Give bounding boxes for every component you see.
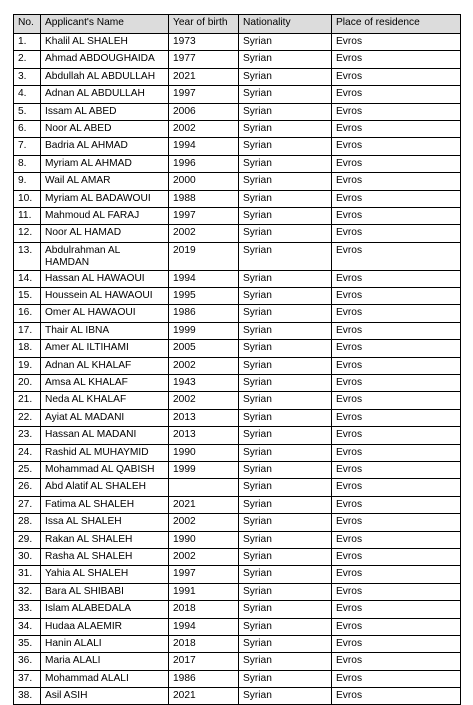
- cell-year-of-birth: 2005: [169, 340, 239, 357]
- header-no: No.: [14, 15, 41, 34]
- cell-place-of-residence: Evros: [332, 242, 461, 270]
- cell-place-of-residence: Evros: [332, 270, 461, 287]
- cell-no: 6.: [14, 120, 41, 137]
- cell-year-of-birth: 2002: [169, 225, 239, 242]
- cell-year-of-birth: 1988: [169, 190, 239, 207]
- table-row: [14, 531, 461, 548]
- cell-nationality: Syrian: [239, 138, 332, 155]
- cell-nationality: Syrian: [239, 155, 332, 172]
- cell-no: 2.: [14, 51, 41, 68]
- cell-no: 35.: [14, 635, 41, 652]
- cell-year-of-birth: 2021: [169, 496, 239, 513]
- table-row: [14, 635, 461, 652]
- cell-nationality: Syrian: [239, 322, 332, 339]
- cell-nationality: Syrian: [239, 34, 332, 51]
- table-row: [14, 305, 461, 322]
- cell-nationality: Syrian: [239, 601, 332, 618]
- cell-year-of-birth: 1990: [169, 444, 239, 461]
- cell-no: 13.: [14, 242, 41, 270]
- cell-place-of-residence: Evros: [332, 653, 461, 670]
- cell-place-of-residence: Evros: [332, 305, 461, 322]
- cell-nationality: Syrian: [239, 496, 332, 513]
- cell-no: 31.: [14, 566, 41, 583]
- cell-applicant-name: Ahmad ABDOUGHAIDA: [41, 51, 169, 68]
- header-applicant-name: Applicant's Name: [41, 15, 169, 34]
- cell-applicant-name: Thair AL IBNA: [41, 322, 169, 339]
- cell-applicant-name: Mohammad ALALI: [41, 670, 169, 687]
- cell-no: 24.: [14, 444, 41, 461]
- cell-place-of-residence: Evros: [332, 138, 461, 155]
- table-row: [14, 190, 461, 207]
- cell-year-of-birth: 2021: [169, 68, 239, 85]
- cell-no: 38.: [14, 688, 41, 705]
- cell-no: 5.: [14, 103, 41, 120]
- cell-no: 26.: [14, 479, 41, 496]
- cell-year-of-birth: 1997: [169, 207, 239, 224]
- table-body: [14, 34, 461, 705]
- table-row: [14, 340, 461, 357]
- table-row: [14, 34, 461, 51]
- table-row: [14, 51, 461, 68]
- cell-nationality: Syrian: [239, 68, 332, 85]
- cell-year-of-birth: 1977: [169, 51, 239, 68]
- cell-year-of-birth: 1943: [169, 375, 239, 392]
- table-row: [14, 688, 461, 705]
- cell-place-of-residence: Evros: [332, 51, 461, 68]
- cell-nationality: Syrian: [239, 120, 332, 137]
- cell-no: 3.: [14, 68, 41, 85]
- cell-nationality: Syrian: [239, 653, 332, 670]
- cell-year-of-birth: 1986: [169, 305, 239, 322]
- cell-nationality: Syrian: [239, 207, 332, 224]
- cell-no: 15.: [14, 288, 41, 305]
- cell-applicant-name: Amsa AL KHALAF: [41, 375, 169, 392]
- cell-year-of-birth: [169, 479, 239, 496]
- cell-applicant-name: Khalil AL SHALEH: [41, 34, 169, 51]
- cell-no: 21.: [14, 392, 41, 409]
- cell-nationality: Syrian: [239, 242, 332, 270]
- table-row: [14, 357, 461, 374]
- cell-place-of-residence: Evros: [332, 288, 461, 305]
- header-nationality: Nationality: [239, 15, 332, 34]
- cell-year-of-birth: 2006: [169, 103, 239, 120]
- cell-applicant-name: Adnan AL ABDULLAH: [41, 86, 169, 103]
- cell-place-of-residence: Evros: [332, 207, 461, 224]
- cell-no: 18.: [14, 340, 41, 357]
- cell-applicant-name: Noor AL ABED: [41, 120, 169, 137]
- cell-applicant-name: Issa AL SHALEH: [41, 514, 169, 531]
- cell-place-of-residence: Evros: [332, 427, 461, 444]
- cell-nationality: Syrian: [239, 479, 332, 496]
- cell-year-of-birth: 2021: [169, 688, 239, 705]
- cell-nationality: Syrian: [239, 270, 332, 287]
- table-row: [14, 270, 461, 287]
- cell-year-of-birth: 1986: [169, 670, 239, 687]
- table-row: [14, 68, 461, 85]
- cell-year-of-birth: 1997: [169, 566, 239, 583]
- cell-place-of-residence: Evros: [332, 670, 461, 687]
- table-row: [14, 207, 461, 224]
- cell-nationality: Syrian: [239, 51, 332, 68]
- cell-nationality: Syrian: [239, 618, 332, 635]
- table-row: [14, 242, 461, 270]
- cell-nationality: Syrian: [239, 392, 332, 409]
- cell-applicant-name: Hassan AL MADANI: [41, 427, 169, 444]
- cell-applicant-name: Islam ALABEDALA: [41, 601, 169, 618]
- cell-nationality: Syrian: [239, 461, 332, 478]
- cell-place-of-residence: Evros: [332, 86, 461, 103]
- cell-nationality: Syrian: [239, 670, 332, 687]
- cell-place-of-residence: Evros: [332, 120, 461, 137]
- cell-no: 37.: [14, 670, 41, 687]
- cell-no: 17.: [14, 322, 41, 339]
- cell-place-of-residence: Evros: [332, 461, 461, 478]
- cell-year-of-birth: 1994: [169, 618, 239, 635]
- cell-place-of-residence: Evros: [332, 68, 461, 85]
- cell-place-of-residence: Evros: [332, 392, 461, 409]
- cell-year-of-birth: 1994: [169, 138, 239, 155]
- cell-no: 33.: [14, 601, 41, 618]
- cell-applicant-name: Ayiat AL MADANI: [41, 409, 169, 426]
- cell-applicant-name: Issam AL ABED: [41, 103, 169, 120]
- cell-nationality: Syrian: [239, 86, 332, 103]
- cell-applicant-name: Myriam AL AHMAD: [41, 155, 169, 172]
- cell-year-of-birth: 2002: [169, 514, 239, 531]
- table-row: [14, 496, 461, 513]
- cell-applicant-name: Badria AL AHMAD: [41, 138, 169, 155]
- cell-applicant-name: Noor AL HAMAD: [41, 225, 169, 242]
- cell-no: 19.: [14, 357, 41, 374]
- cell-year-of-birth: 1994: [169, 270, 239, 287]
- cell-applicant-name: Rashid AL MUHAYMID: [41, 444, 169, 461]
- header-row: [14, 15, 461, 34]
- cell-no: 32.: [14, 583, 41, 600]
- cell-applicant-name: Maria ALALI: [41, 653, 169, 670]
- header-year-of-birth: Year of birth: [169, 15, 239, 34]
- table-row: [14, 548, 461, 565]
- cell-applicant-name: Mahmoud AL FARAJ: [41, 207, 169, 224]
- table-row: [14, 155, 461, 172]
- cell-applicant-name: Mohammad AL QABISH: [41, 461, 169, 478]
- cell-applicant-name: Fatima AL SHALEH: [41, 496, 169, 513]
- applicants-table: [13, 14, 461, 705]
- table-row: [14, 375, 461, 392]
- cell-no: 7.: [14, 138, 41, 155]
- table-row: [14, 479, 461, 496]
- cell-place-of-residence: Evros: [332, 618, 461, 635]
- cell-place-of-residence: Evros: [332, 479, 461, 496]
- table-row: [14, 601, 461, 618]
- cell-place-of-residence: Evros: [332, 155, 461, 172]
- cell-applicant-name: Hudaa ALAEMIR: [41, 618, 169, 635]
- cell-applicant-name: Abdulrahman AL HAMDAN: [41, 242, 169, 270]
- cell-no: 28.: [14, 514, 41, 531]
- cell-no: 4.: [14, 86, 41, 103]
- cell-place-of-residence: Evros: [332, 357, 461, 374]
- cell-nationality: Syrian: [239, 305, 332, 322]
- table-row: [14, 583, 461, 600]
- cell-applicant-name: Omer AL HAWAOUI: [41, 305, 169, 322]
- cell-no: 22.: [14, 409, 41, 426]
- cell-nationality: Syrian: [239, 357, 332, 374]
- cell-year-of-birth: 2017: [169, 653, 239, 670]
- cell-applicant-name: Neda AL KHALAF: [41, 392, 169, 409]
- cell-place-of-residence: Evros: [332, 409, 461, 426]
- table-row: [14, 225, 461, 242]
- cell-year-of-birth: 1997: [169, 86, 239, 103]
- cell-nationality: Syrian: [239, 288, 332, 305]
- table-row: [14, 86, 461, 103]
- cell-place-of-residence: Evros: [332, 514, 461, 531]
- table-row: [14, 444, 461, 461]
- cell-applicant-name: Hassan AL HAWAOUI: [41, 270, 169, 287]
- cell-no: 9.: [14, 173, 41, 190]
- cell-no: 12.: [14, 225, 41, 242]
- cell-nationality: Syrian: [239, 531, 332, 548]
- cell-no: 27.: [14, 496, 41, 513]
- cell-nationality: Syrian: [239, 409, 332, 426]
- cell-place-of-residence: Evros: [332, 548, 461, 565]
- cell-year-of-birth: 2002: [169, 357, 239, 374]
- cell-applicant-name: Hanin ALALI: [41, 635, 169, 652]
- cell-no: 11.: [14, 207, 41, 224]
- cell-place-of-residence: Evros: [332, 103, 461, 120]
- cell-applicant-name: Yahia AL SHALEH: [41, 566, 169, 583]
- cell-place-of-residence: Evros: [332, 375, 461, 392]
- table-row: [14, 618, 461, 635]
- cell-no: 25.: [14, 461, 41, 478]
- cell-place-of-residence: Evros: [332, 566, 461, 583]
- table-row: [14, 103, 461, 120]
- cell-no: 30.: [14, 548, 41, 565]
- table-row: [14, 322, 461, 339]
- cell-applicant-name: Abd Alatif AL SHALEH: [41, 479, 169, 496]
- table-row: [14, 653, 461, 670]
- table-row: [14, 427, 461, 444]
- cell-applicant-name: Bara AL SHIBABI: [41, 583, 169, 600]
- cell-nationality: Syrian: [239, 427, 332, 444]
- cell-nationality: Syrian: [239, 514, 332, 531]
- cell-year-of-birth: 2002: [169, 120, 239, 137]
- cell-place-of-residence: Evros: [332, 190, 461, 207]
- cell-nationality: Syrian: [239, 688, 332, 705]
- cell-year-of-birth: 1999: [169, 461, 239, 478]
- cell-applicant-name: Rasha AL SHALEH: [41, 548, 169, 565]
- cell-nationality: Syrian: [239, 566, 332, 583]
- cell-year-of-birth: 1973: [169, 34, 239, 51]
- cell-nationality: Syrian: [239, 173, 332, 190]
- cell-place-of-residence: Evros: [332, 173, 461, 190]
- table-row: [14, 670, 461, 687]
- cell-nationality: Syrian: [239, 444, 332, 461]
- cell-nationality: Syrian: [239, 548, 332, 565]
- cell-applicant-name: Adnan AL KHALAF: [41, 357, 169, 374]
- cell-no: 36.: [14, 653, 41, 670]
- cell-place-of-residence: Evros: [332, 340, 461, 357]
- cell-no: 8.: [14, 155, 41, 172]
- cell-nationality: Syrian: [239, 103, 332, 120]
- cell-place-of-residence: Evros: [332, 225, 461, 242]
- cell-year-of-birth: 2019: [169, 242, 239, 270]
- cell-nationality: Syrian: [239, 583, 332, 600]
- cell-year-of-birth: 2000: [169, 173, 239, 190]
- cell-year-of-birth: 1995: [169, 288, 239, 305]
- cell-year-of-birth: 1996: [169, 155, 239, 172]
- cell-nationality: Syrian: [239, 340, 332, 357]
- cell-no: 29.: [14, 531, 41, 548]
- cell-no: 10.: [14, 190, 41, 207]
- header-place-of-residence: Place of residence: [332, 15, 461, 34]
- table-row: [14, 409, 461, 426]
- cell-nationality: Syrian: [239, 225, 332, 242]
- cell-place-of-residence: Evros: [332, 531, 461, 548]
- cell-place-of-residence: Evros: [332, 583, 461, 600]
- cell-no: 34.: [14, 618, 41, 635]
- cell-year-of-birth: 2013: [169, 427, 239, 444]
- cell-nationality: Syrian: [239, 635, 332, 652]
- cell-applicant-name: Houssein AL HAWAOUI: [41, 288, 169, 305]
- cell-no: 14.: [14, 270, 41, 287]
- cell-place-of-residence: Evros: [332, 444, 461, 461]
- cell-applicant-name: Wail AL AMAR: [41, 173, 169, 190]
- cell-place-of-residence: Evros: [332, 601, 461, 618]
- table-row: [14, 173, 461, 190]
- cell-place-of-residence: Evros: [332, 34, 461, 51]
- cell-nationality: Syrian: [239, 190, 332, 207]
- cell-applicant-name: Asil ASIH: [41, 688, 169, 705]
- cell-year-of-birth: 2002: [169, 392, 239, 409]
- cell-no: 20.: [14, 375, 41, 392]
- table-row: [14, 120, 461, 137]
- cell-year-of-birth: 1991: [169, 583, 239, 600]
- cell-year-of-birth: 2013: [169, 409, 239, 426]
- table-row: [14, 461, 461, 478]
- cell-year-of-birth: 2018: [169, 601, 239, 618]
- cell-year-of-birth: 2002: [169, 548, 239, 565]
- cell-place-of-residence: Evros: [332, 496, 461, 513]
- table-row: [14, 138, 461, 155]
- cell-place-of-residence: Evros: [332, 688, 461, 705]
- cell-applicant-name: Abdullah AL ABDULLAH: [41, 68, 169, 85]
- cell-year-of-birth: 1990: [169, 531, 239, 548]
- cell-year-of-birth: 1999: [169, 322, 239, 339]
- cell-no: 16.: [14, 305, 41, 322]
- table-header: [14, 15, 461, 34]
- cell-place-of-residence: Evros: [332, 635, 461, 652]
- cell-place-of-residence: Evros: [332, 322, 461, 339]
- cell-no: 23.: [14, 427, 41, 444]
- cell-applicant-name: Amer AL ILTIHAMI: [41, 340, 169, 357]
- cell-nationality: Syrian: [239, 375, 332, 392]
- cell-no: 1.: [14, 34, 41, 51]
- cell-applicant-name: Myriam AL BADAWOUI: [41, 190, 169, 207]
- table-row: [14, 392, 461, 409]
- table-row: [14, 514, 461, 531]
- table-row: [14, 566, 461, 583]
- cell-year-of-birth: 2018: [169, 635, 239, 652]
- table-row: [14, 288, 461, 305]
- cell-applicant-name: Rakan AL SHALEH: [41, 531, 169, 548]
